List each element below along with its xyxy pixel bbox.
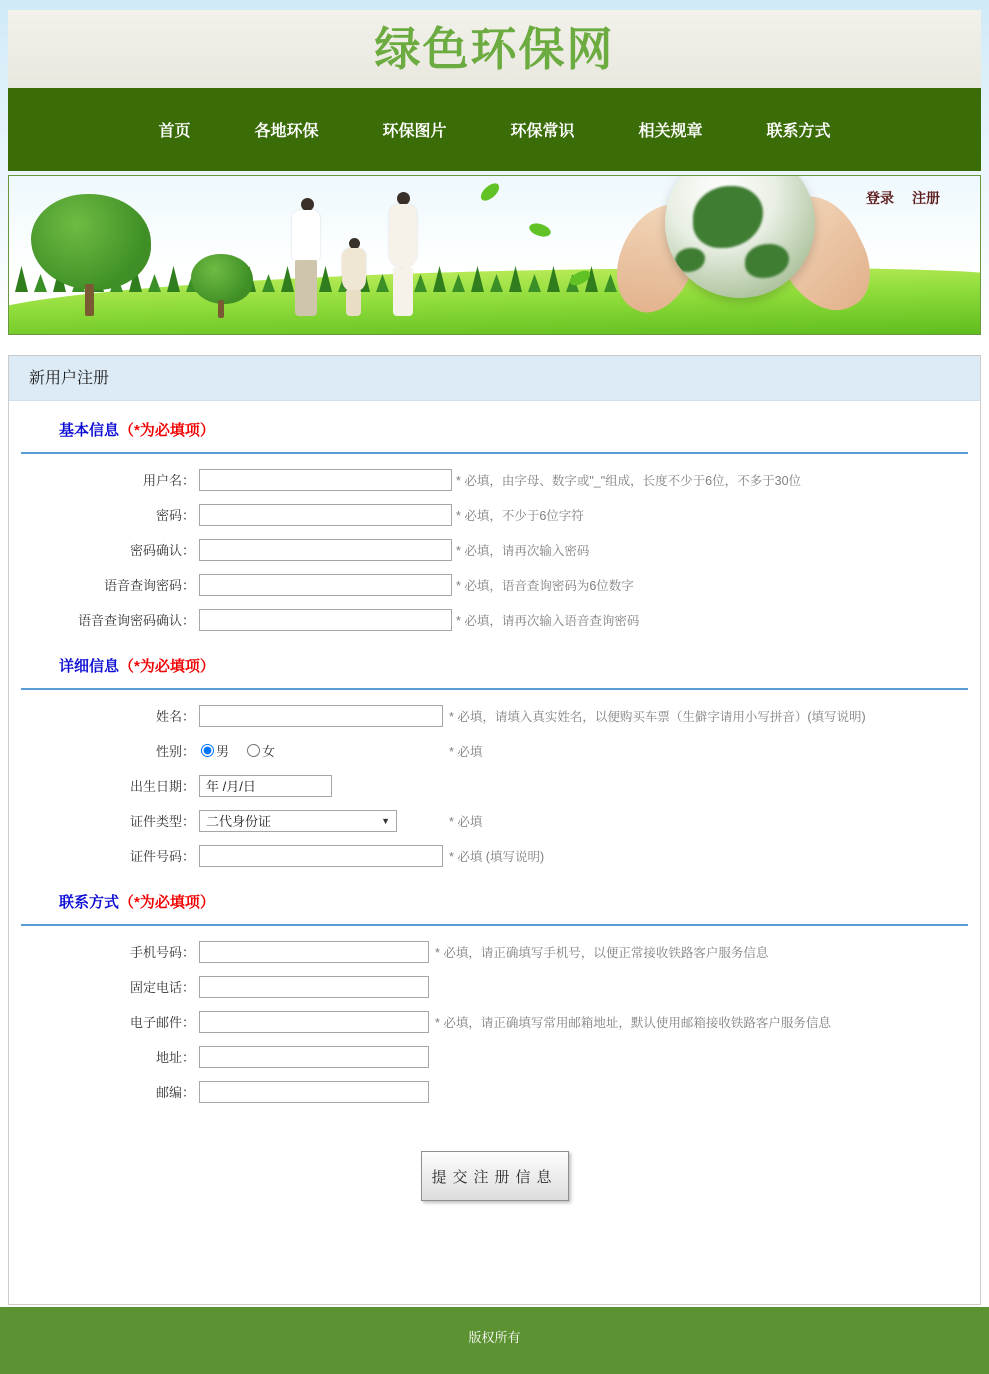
form-row-landline xyxy=(9,969,980,1004)
landline-input[interactable] xyxy=(199,976,429,998)
voice-password-confirm-input[interactable] xyxy=(199,609,452,631)
id-number-input[interactable] xyxy=(199,845,443,867)
voice-password-input[interactable] xyxy=(199,574,452,596)
name-label: 姓名： xyxy=(155,709,195,724)
id-number-label: 证件号码： xyxy=(129,849,195,864)
form-row-id-number xyxy=(9,838,980,873)
banner-tree-small-trunk xyxy=(218,300,224,318)
id-type-label: 证件类型： xyxy=(129,814,195,829)
chevron-down-icon: ▼ xyxy=(381,815,390,826)
mobile-input[interactable] xyxy=(199,941,429,963)
gender-female-option[interactable]: 女 xyxy=(247,741,275,760)
birthdate-input[interactable] xyxy=(199,775,332,797)
form-row-name xyxy=(9,698,980,733)
section-divider xyxy=(21,924,968,926)
login-link[interactable]: 登录 xyxy=(866,190,894,206)
gender-male-option[interactable]: 男 xyxy=(201,741,229,760)
form-row-address xyxy=(9,1039,980,1074)
section-divider xyxy=(21,452,968,454)
section-heading-contact: 联系方式（*为必填项） xyxy=(59,894,215,911)
name-hint: * 必填，请填入真实姓名，以便购买车票（生僻字请用小写拼音）(填写说明) xyxy=(449,709,866,724)
form-row-voice-password xyxy=(9,567,980,602)
id-number-hint: * 必填 (填写说明) xyxy=(449,849,545,864)
form-row-postcode xyxy=(9,1074,980,1109)
username-hint: * 必填，由字母、数字或"_"组成，长度不少于6位，不多于30位 xyxy=(456,473,802,488)
gender-female-radio[interactable] xyxy=(247,744,260,757)
email-hint: * 必填，请正确填写常用邮箱地址，默认使用邮箱接收铁路客户服务信息 xyxy=(435,1015,831,1030)
address-input[interactable] xyxy=(199,1046,429,1068)
form-row-mobile xyxy=(9,934,980,969)
gender-hint: * 必填 xyxy=(449,744,483,759)
section-heading-basic: 基本信息（*为必填项） xyxy=(59,422,215,439)
email-label: 电子邮件： xyxy=(129,1015,195,1030)
id-type-hint: * 必填 xyxy=(449,814,483,829)
password-confirm-label: 密码确认： xyxy=(129,543,195,558)
site-title: 绿色环保网 xyxy=(374,23,615,75)
nav-item-photos[interactable]: 环保图片 xyxy=(382,123,447,140)
postcode-label: 邮编： xyxy=(155,1085,195,1100)
hero-banner xyxy=(8,175,981,335)
form-row-birthdate xyxy=(9,768,980,803)
form-row-gender xyxy=(9,733,980,768)
address-label: 地址： xyxy=(155,1050,195,1065)
banner-tree-small xyxy=(191,254,253,304)
username-input[interactable] xyxy=(199,469,452,491)
gender-male-radio[interactable] xyxy=(201,744,214,757)
section-heading-detail: 详细信息（*为必填项） xyxy=(59,658,215,675)
birthdate-label: 出生日期： xyxy=(129,779,195,794)
auth-links xyxy=(866,188,940,208)
form-row-email xyxy=(9,1004,980,1039)
gender-label: 性别： xyxy=(155,744,195,759)
form-row-voice-password-confirm xyxy=(9,602,980,637)
id-type-select[interactable] xyxy=(199,810,397,832)
form-row-password xyxy=(9,497,980,532)
voice-password-confirm-hint: * 必填，请再次输入语音查询密码 xyxy=(456,613,640,628)
site-footer xyxy=(0,1307,989,1374)
password-confirm-input[interactable] xyxy=(199,539,452,561)
registration-panel xyxy=(8,355,981,1305)
username-label: 用户名： xyxy=(142,473,195,488)
nav-item-regulations[interactable]: 相关规章 xyxy=(638,123,703,140)
password-hint: * 必填，不少于6位字符 xyxy=(456,508,584,523)
form-row-password-confirm xyxy=(9,532,980,567)
submit-registration-button[interactable]: 提交注册信息 xyxy=(421,1151,569,1201)
email-input[interactable] xyxy=(199,1011,429,1033)
nav-item-contact[interactable]: 联系方式 xyxy=(766,123,831,140)
password-input[interactable] xyxy=(199,504,452,526)
nav-item-knowledge[interactable]: 环保常识 xyxy=(510,123,575,140)
copyright-text: 版权所有 xyxy=(468,1330,521,1345)
banner-tree-large-trunk xyxy=(85,284,94,316)
landline-label: 固定电话： xyxy=(129,980,195,995)
password-confirm-hint: * 必填，请再次输入密码 xyxy=(456,543,590,558)
banner-leaf xyxy=(478,181,503,203)
banner-leaf xyxy=(527,220,552,240)
postcode-input[interactable] xyxy=(199,1081,429,1103)
register-link[interactable]: 注册 xyxy=(912,190,940,206)
voice-password-label: 语音查询密码： xyxy=(103,578,195,593)
name-input[interactable] xyxy=(199,705,443,727)
nav-item-regional[interactable]: 各地环保 xyxy=(254,123,319,140)
mobile-label: 手机号码： xyxy=(129,945,195,960)
nav-item-home[interactable]: 首页 xyxy=(158,123,191,140)
voice-password-hint: * 必填，语音查询密码为6位数字 xyxy=(456,578,634,593)
form-row-username xyxy=(9,462,980,497)
form-row-id-type xyxy=(9,803,980,838)
voice-password-confirm-label: 语音查询密码确认： xyxy=(77,613,195,628)
mobile-hint: * 必填，请正确填写手机号，以便正常接收铁路客户服务信息 xyxy=(435,945,769,960)
password-label: 密码： xyxy=(155,508,195,523)
section-divider xyxy=(21,688,968,690)
id-type-selected-value: 二代身份证 xyxy=(206,814,272,829)
page-title: 新用户注册 xyxy=(9,356,980,401)
site-header xyxy=(8,10,981,88)
main-nav xyxy=(8,88,981,171)
